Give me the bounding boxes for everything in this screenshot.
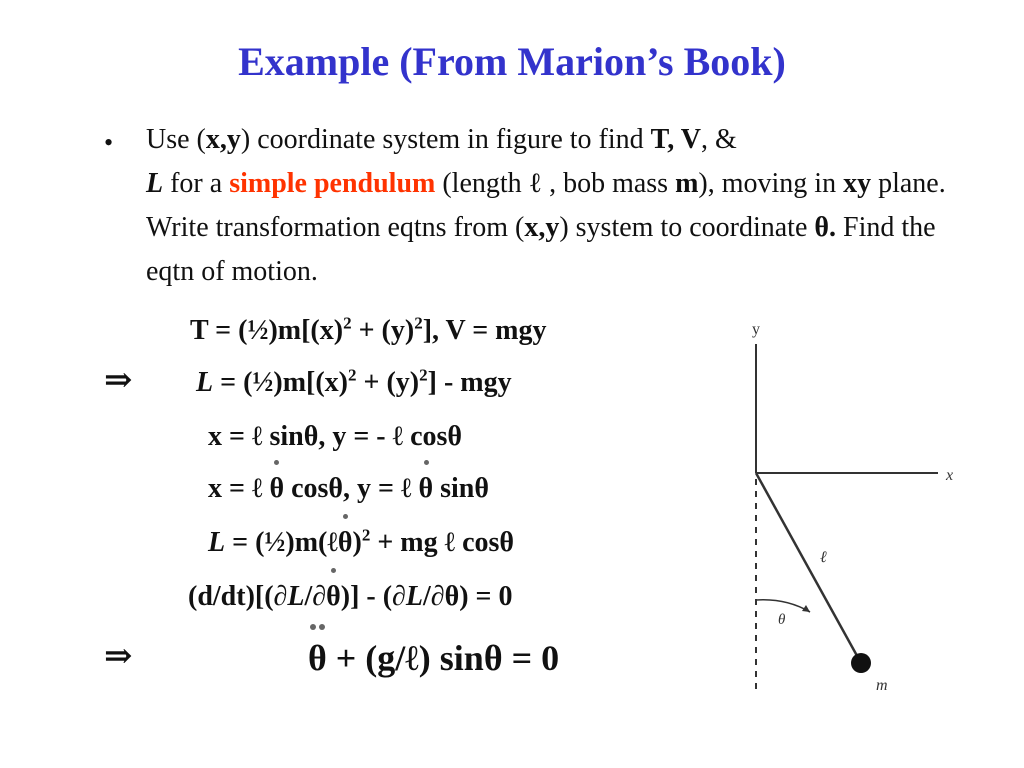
text-run: ), moving in [698,168,844,199]
text-run: for a [163,168,230,199]
derivative-dot [310,624,316,630]
eq-part: = (½)m(ℓ [225,527,338,558]
eq-part: ] - mgy [427,367,512,398]
eq-exponent: 2 [348,365,357,385]
eq-part: L [405,581,423,612]
angle-arc [756,600,810,612]
text-run: x,y [524,212,560,243]
text-run: , & [700,124,737,155]
derivative-dot [319,624,325,630]
eq-part: )] - (∂ [340,581,406,612]
bullet-marker: • [104,128,114,157]
text-run: θ. [814,212,837,243]
derivative-dot [343,514,348,519]
y-axis-label: y [752,321,760,338]
eq-part: x = ℓ [208,473,270,504]
theta-dot [269,472,284,506]
eq-part: ], V = mgy [422,315,547,346]
eq-part: ) [352,527,362,558]
eq-exponent: 2 [343,313,352,333]
mass-label: m [876,677,888,694]
pendulum-string [756,473,861,663]
theta-double-dot [308,638,327,678]
text-run: L [146,168,164,199]
eq-part: θ [269,473,285,504]
eq-part: L [208,527,226,558]
eq-part: (d/dt)[(∂ [188,581,288,612]
slide-title: Example (From Marion’s Book) [238,39,786,84]
eq-part: θ [326,581,341,612]
equation-transformation: x = ℓ sinθ, y = - ℓ cosθ [208,421,463,452]
eq-exponent: 2 [361,525,371,545]
angle-label: θ [778,612,786,628]
eq-part: T = (½)m[(x) [190,315,344,346]
eq-part: + (y) [356,367,420,398]
eq-part: θ [308,638,327,678]
eq-part: θ [418,473,434,504]
problem-statement [146,118,946,294]
implies-arrow: ⇒ [104,638,133,675]
text-run: x,y [205,124,241,155]
text-run: T, V [650,124,701,155]
theta-dot [338,526,353,560]
equation-velocities [208,472,489,506]
eq-part: θ [337,527,353,558]
text-run: Use ( [146,124,206,155]
theta-dot [326,580,341,614]
eq-part: + (y) [351,315,415,346]
text-run: plane. Write transformation eqtns from ( [146,168,946,243]
eq-part: + mg ℓ cosθ [370,527,515,558]
x-axis-label: x [946,467,954,484]
eq-part: sinθ [433,473,489,504]
equation-euler-lagrange [188,580,513,614]
derivative-dot [331,568,336,573]
eq-part: cosθ, y = ℓ [284,473,419,504]
text-run: xy [843,168,872,199]
equation-energies [190,314,547,348]
eq-part: L [287,581,305,612]
equation-lagrangian-theta [208,526,514,560]
text-run: m [675,168,699,199]
pendulum-bob [851,653,871,673]
length-label: ℓ [820,549,827,566]
derivative-dot [424,460,429,465]
eq-part: /∂θ) = 0 [423,581,513,612]
implies-arrow: ⇒ [104,362,133,399]
highlight-text: simple pendulum [229,168,436,199]
text-run: ) coordinate system in figure to find [240,124,651,155]
text-run: (length ℓ , bob mass [435,168,676,199]
equation-of-motion [308,638,559,678]
text-run: Find the eqtn of motion. [146,212,936,287]
eq-exponent: 2 [419,365,428,385]
theta-dot [419,472,434,506]
pendulum-figure [728,312,988,702]
eq-part: = (½)m[(x) [213,367,349,398]
eq-part: /∂ [304,581,327,612]
derivative-dot [274,460,279,465]
text-run: ) system to coordinate [559,212,815,243]
eq-part: L [196,367,214,398]
eq-part: + (g/ℓ) sinθ = 0 [326,638,560,678]
equation-lagrangian [196,366,512,400]
eq-exponent: 2 [414,313,423,333]
